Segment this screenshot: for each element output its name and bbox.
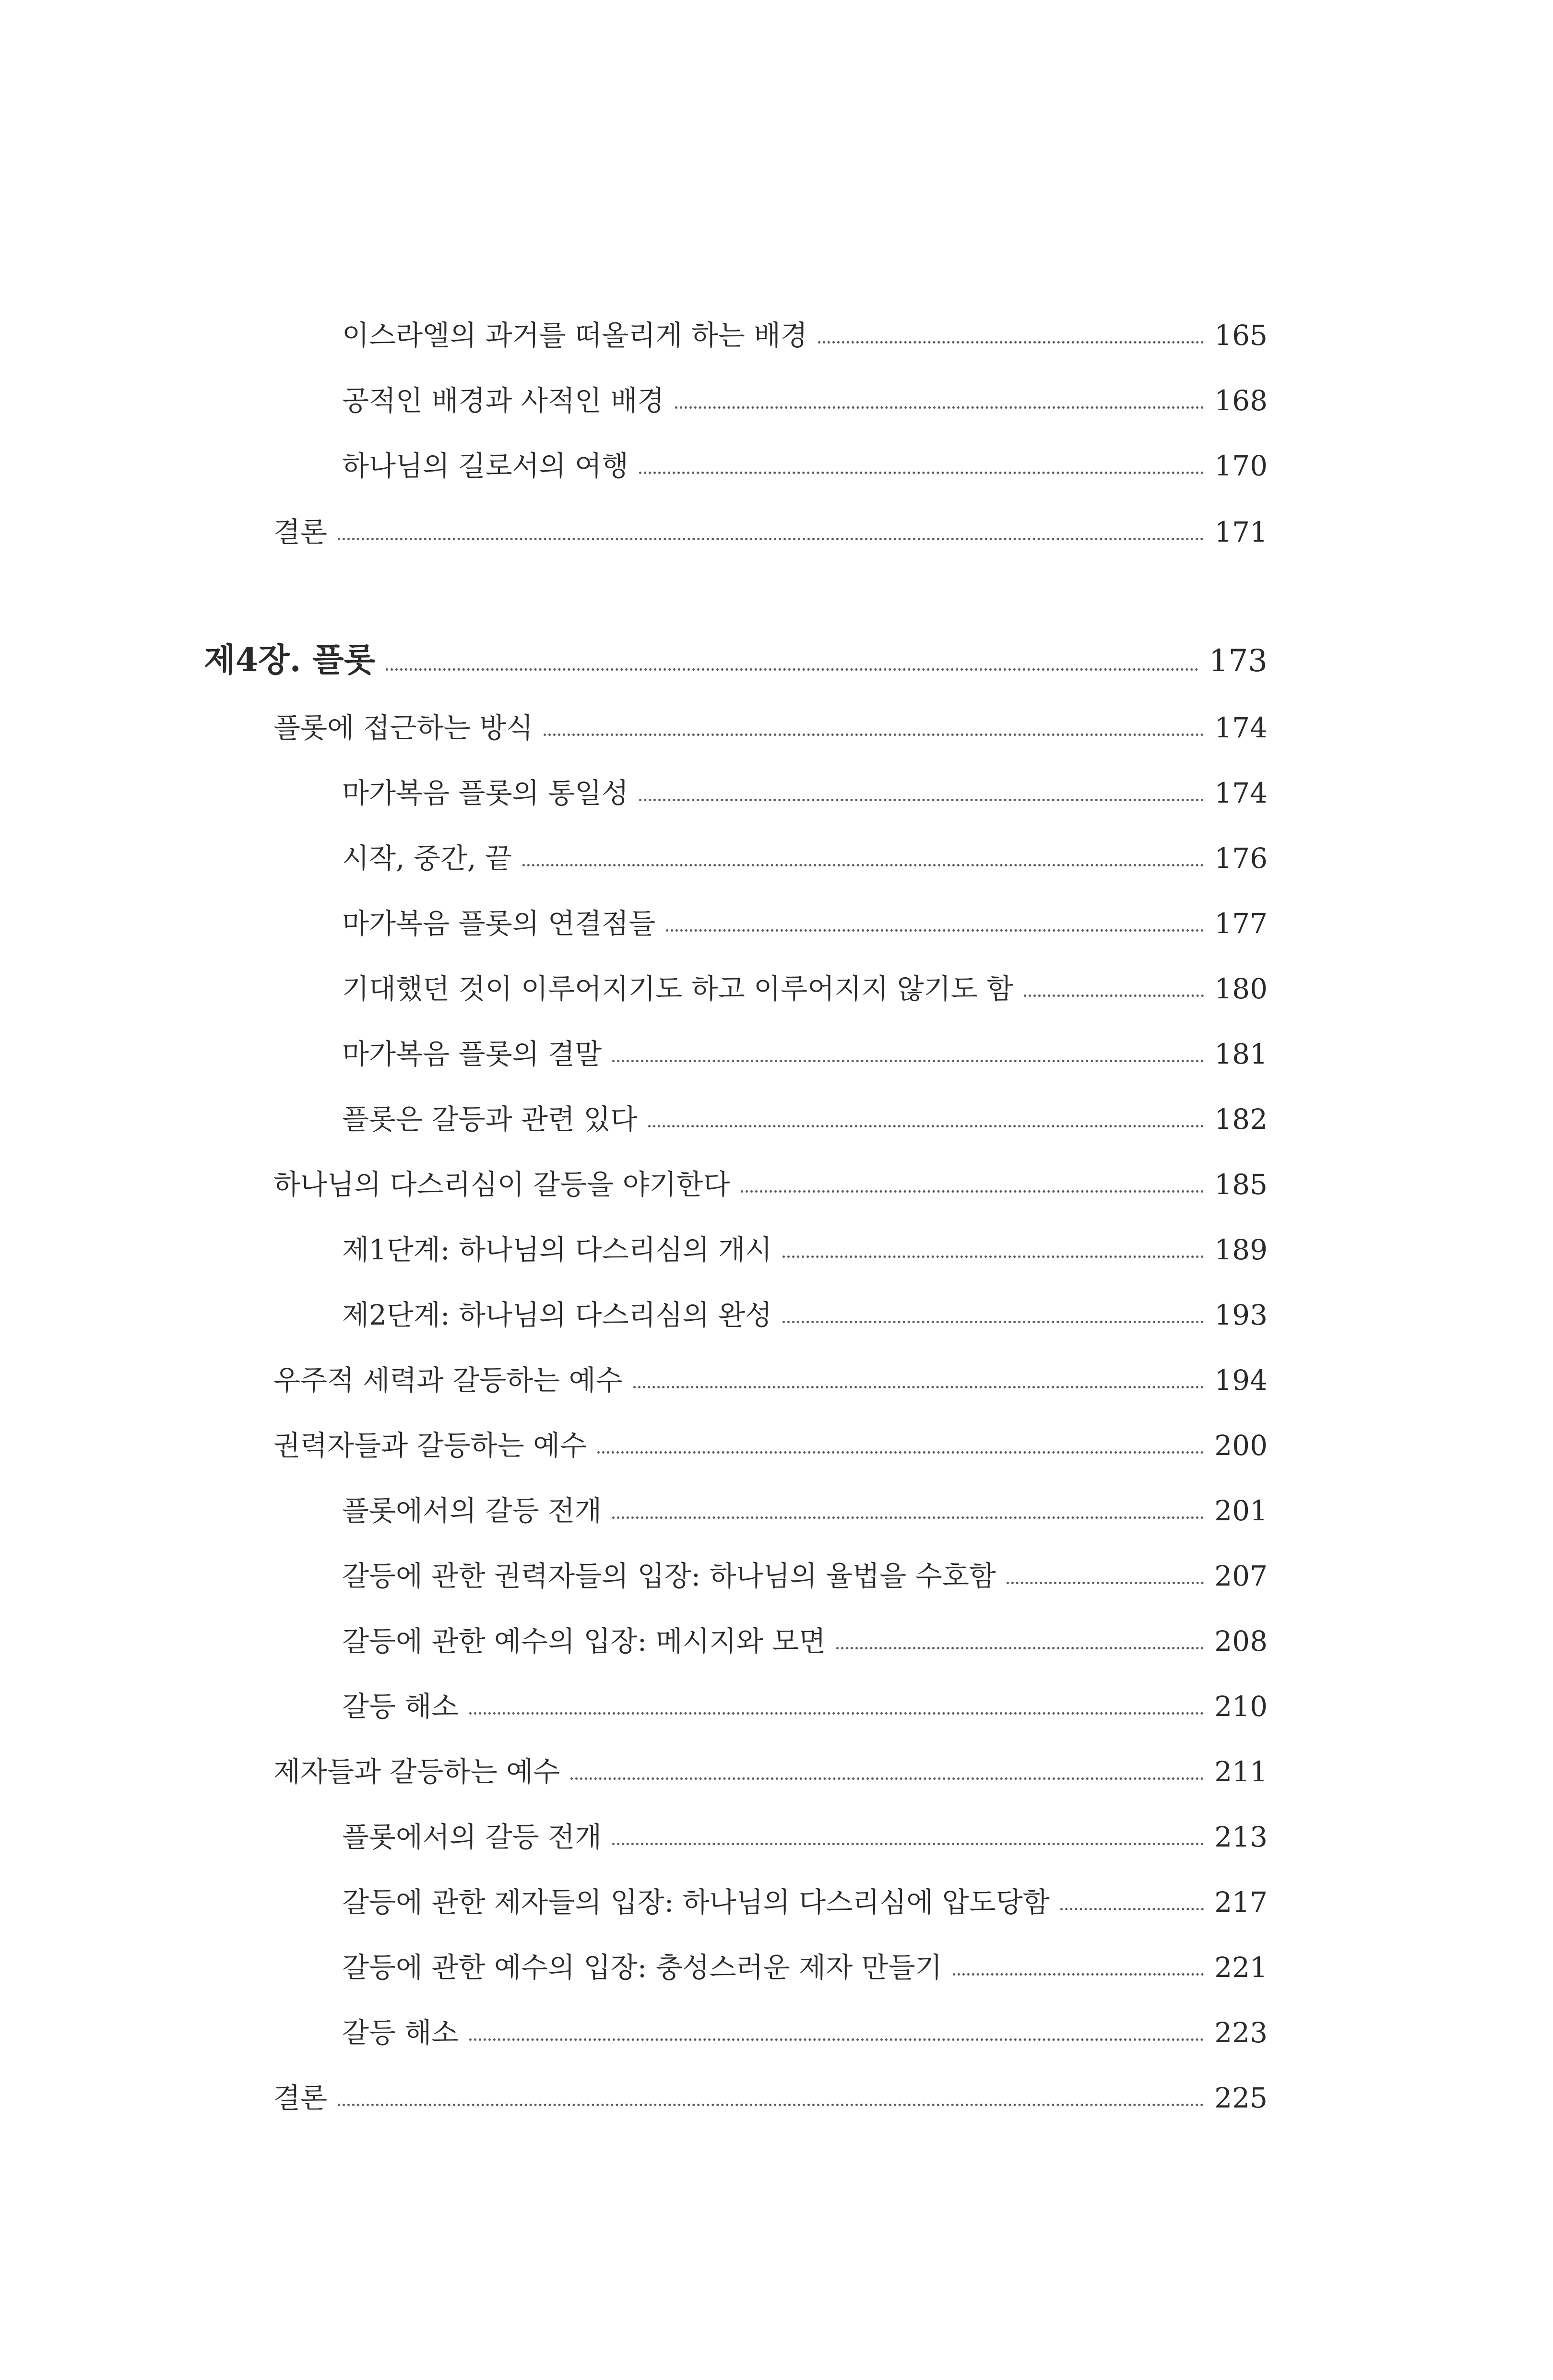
toc-entry xyxy=(342,955,1268,1003)
toc-entry-title: 갈등에 관한 예수의 입장: 충성스러운 제자 만들기 xyxy=(342,1951,942,1984)
toc-entry-title: 플롯에서의 갈등 전개 xyxy=(342,1821,602,1853)
toc-page-number: 165 xyxy=(1214,319,1268,352)
dot-leader xyxy=(1024,995,1204,997)
dot-leader xyxy=(741,1190,1204,1193)
dot-leader xyxy=(666,929,1204,932)
toc-entry-title: 공적인 배경과 사적인 배경 xyxy=(342,384,664,417)
toc-page-number: 207 xyxy=(1214,1560,1268,1592)
toc-page-number: 210 xyxy=(1214,1690,1268,1723)
dot-leader xyxy=(570,1777,1204,1780)
toc-entry-title: 결론 xyxy=(273,516,328,548)
toc-entry xyxy=(273,1411,1268,1462)
dot-leader xyxy=(633,1386,1204,1388)
toc-entry-title: 권력자들과 갈등하는 예수 xyxy=(273,1429,587,1462)
dot-leader xyxy=(544,734,1204,736)
toc-entry xyxy=(342,1085,1268,1136)
toc-page-number: 221 xyxy=(1214,1951,1268,1984)
dot-leader xyxy=(639,472,1204,474)
toc-entry-title: 갈등 해소 xyxy=(342,1690,459,1723)
toc-entry xyxy=(342,824,1268,875)
toc-page-number: 168 xyxy=(1214,384,1268,417)
chapter-title: 제4장. 플롯 xyxy=(204,641,376,679)
toc-entry-title: 플롯에 접근하는 방식 xyxy=(273,711,533,744)
toc-page-number: 213 xyxy=(1214,1821,1268,1853)
dot-leader xyxy=(338,2104,1204,2106)
toc-page-number: 180 xyxy=(1214,972,1268,1005)
toc-page-number: 176 xyxy=(1214,842,1268,875)
toc-entry xyxy=(342,301,1268,352)
toc-page-number: 181 xyxy=(1214,1038,1268,1070)
toc-entry-title: 갈등에 관한 권력자들의 입장: 하나님의 율법을 수호함 xyxy=(342,1560,996,1592)
toc-page-number: 174 xyxy=(1214,777,1268,809)
toc-entry xyxy=(342,1868,1268,1916)
toc-entry-title: 제2단계: 하나님의 다스리심의 완성 xyxy=(342,1299,772,1331)
toc-entry-title: 갈등에 관한 예수의 입장: 메시지와 모면 xyxy=(342,1625,826,1658)
toc-entry xyxy=(342,1999,1268,2047)
toc-entry xyxy=(342,1803,1268,1851)
toc-page-number: 185 xyxy=(1214,1168,1268,1201)
dot-leader xyxy=(612,1516,1204,1519)
toc-page-number: 200 xyxy=(1214,1429,1268,1462)
dot-leader xyxy=(648,1125,1204,1127)
toc-entry xyxy=(342,1672,1268,1723)
dot-leader xyxy=(953,1973,1204,1976)
toc-page-number: 189 xyxy=(1214,1233,1268,1266)
dot-leader xyxy=(1060,1908,1204,1910)
toc-entry-title: 제자들과 갈등하는 예수 xyxy=(273,1755,560,1788)
toc-entry-title: 마가복음 플롯의 결말 xyxy=(342,1038,602,1070)
toc-page-number: 211 xyxy=(1214,1755,1268,1788)
toc-page-number: 193 xyxy=(1214,1299,1268,1331)
dot-leader xyxy=(1007,1582,1204,1584)
toc-entry xyxy=(273,1346,1268,1397)
toc-entry xyxy=(342,1216,1268,1264)
toc-chapter-heading xyxy=(204,628,1268,679)
toc-page-number: 223 xyxy=(1214,2016,1268,2049)
dot-leader xyxy=(386,668,1198,671)
toc-page-number: 170 xyxy=(1214,450,1268,482)
dot-leader xyxy=(782,1321,1204,1323)
toc-page-number: 194 xyxy=(1214,1364,1268,1397)
toc-entry xyxy=(342,889,1268,940)
toc-entry-title: 우주적 세력과 갈등하는 예수 xyxy=(273,1364,623,1397)
toc-entry-title: 마가복음 플롯의 연결점들 xyxy=(342,907,656,940)
toc-entry xyxy=(342,1933,1268,1984)
dot-leader xyxy=(469,2038,1204,2041)
toc-entry xyxy=(273,1738,1268,1786)
toc-entry-title: 하나님의 길로서의 여행 xyxy=(342,450,629,482)
dot-leader xyxy=(612,1060,1204,1062)
toc-page-number: 182 xyxy=(1214,1103,1268,1136)
toc-page-number: 171 xyxy=(1214,516,1268,548)
dot-leader xyxy=(522,864,1204,866)
toc-page-number: 177 xyxy=(1214,907,1268,940)
toc-entry-title: 시작, 중간, 끝 xyxy=(342,842,512,875)
dot-leader xyxy=(612,1843,1204,1845)
toc-entry xyxy=(273,694,1268,742)
toc-entry xyxy=(342,1607,1268,1658)
toc-entry xyxy=(342,367,1268,417)
dot-leader xyxy=(782,1255,1204,1258)
toc-page-number: 217 xyxy=(1214,1886,1268,1918)
dot-leader xyxy=(836,1647,1204,1649)
dot-leader xyxy=(639,799,1204,801)
dot-leader xyxy=(597,1451,1204,1454)
toc-entry xyxy=(273,1150,1268,1201)
toc-entry xyxy=(273,498,1268,546)
toc-entry-title: 결론 xyxy=(273,2082,328,2114)
toc-page-number: 208 xyxy=(1214,1625,1268,1658)
toc-entry xyxy=(342,1020,1268,1068)
dot-leader xyxy=(338,538,1204,540)
toc-entry-title: 갈등 해소 xyxy=(342,2016,459,2049)
toc-entry-title: 이스라엘의 과거를 떠올리게 하는 배경 xyxy=(342,319,808,352)
toc-entry-title: 제1단계: 하나님의 다스리심의 개시 xyxy=(342,1233,772,1266)
dot-leader xyxy=(675,406,1204,409)
toc-entry-title: 플롯에서의 갈등 전개 xyxy=(342,1494,602,1527)
toc-entry xyxy=(342,432,1268,480)
toc-entry-title: 기대했던 것이 이루어지기도 하고 이루어지지 않기도 함 xyxy=(342,972,1014,1005)
toc-entry-title: 마가복음 플롯의 통일성 xyxy=(342,777,629,809)
toc-entry-title: 하나님의 다스리심이 갈등을 야기한다 xyxy=(273,1168,730,1201)
toc-entry-title: 갈등에 관한 제자들의 입장: 하나님의 다스리심에 압도당함 xyxy=(342,1886,1050,1918)
toc-entry xyxy=(342,1477,1268,1525)
toc-page-number: 174 xyxy=(1214,711,1268,744)
toc-page-number: 225 xyxy=(1214,2082,1268,2114)
toc-entry xyxy=(342,1281,1268,1329)
toc-entry xyxy=(342,759,1268,807)
toc-entry xyxy=(342,1542,1268,1590)
toc-page-number: 201 xyxy=(1214,1494,1268,1527)
dot-leader xyxy=(469,1712,1204,1715)
toc-entry xyxy=(273,2064,1268,2112)
toc-entry-title: 플롯은 갈등과 관련 있다 xyxy=(342,1103,638,1136)
toc-page-number: 173 xyxy=(1209,643,1268,679)
dot-leader xyxy=(818,341,1204,343)
